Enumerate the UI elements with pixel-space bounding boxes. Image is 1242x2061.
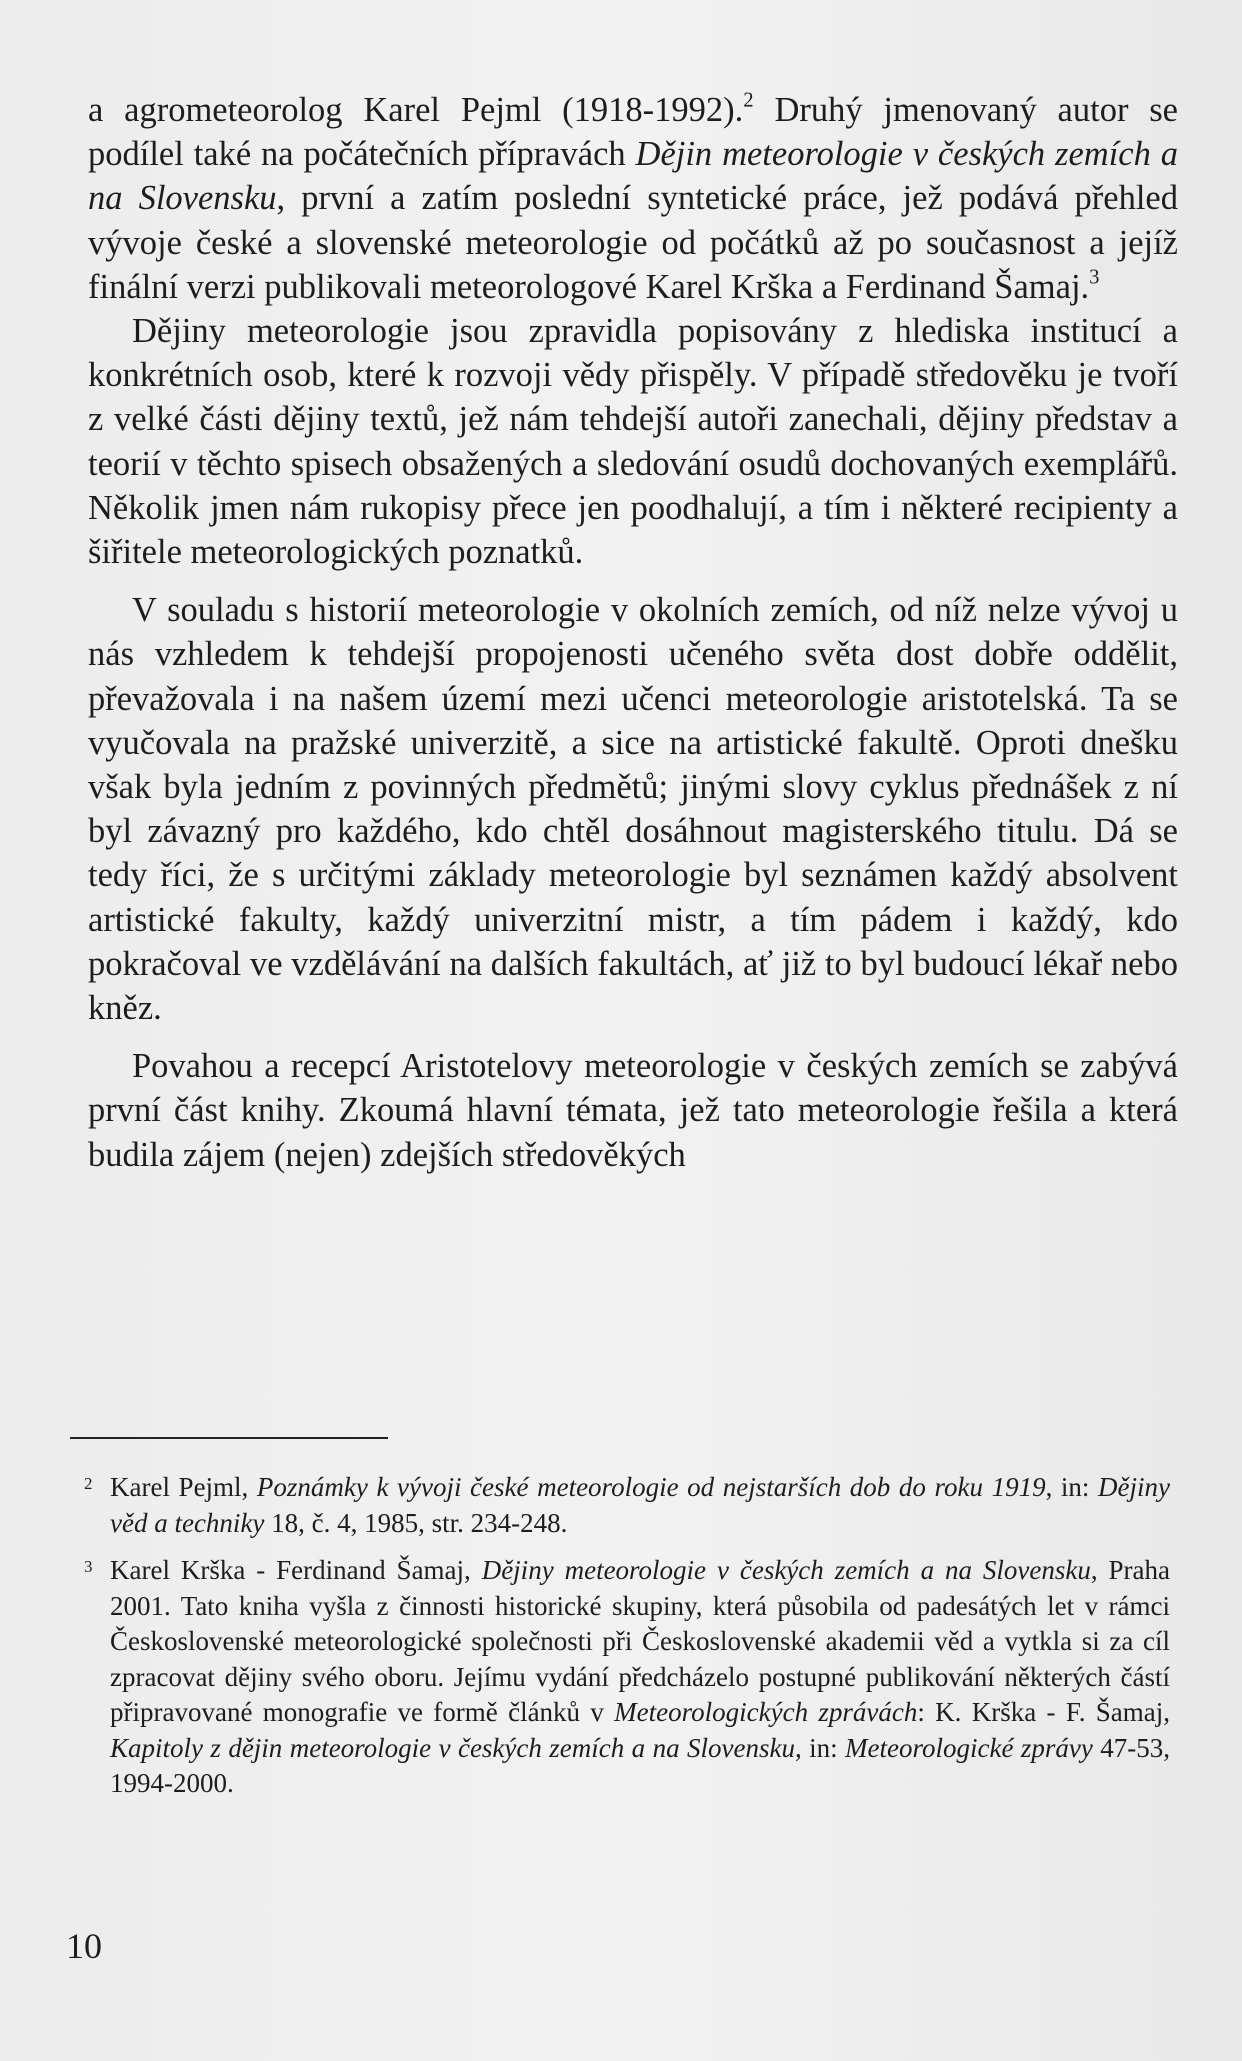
page-number: 10 — [66, 1926, 102, 1966]
main-text — [88, 88, 1178, 1177]
paragraph-3: V souladu s historií meteorologie v okolních zemích, od níž nelze vývoj u nás vzhledem k tehdejší propojenosti učeného světa dost dobře oddělit, převažovala i na našem území mezi učenci meteorologie aristotelská. Ta se vyučovala na pražské univerzitě, a sice na artistické fakultě. Oproti dnešku však byla jedním z povinných předmětů; jinými slovy cyklus přednášek z ní byl závazný pro každého, kdo chtěl dosáhnout magisterského titulu. Dá se tedy říci, že s určitými základy meteorologie byl seznámen každý absolvent artistické fakulty, každý univerzitní mistr, a tím pádem i každý, kdo pokračoval ve vzdělávání na dalších fakultách, ať již to byl budoucí lékař nebo kněz. — [88, 591, 1178, 1028]
paragraph-2: Dějiny meteorologie jsou zpravidla popisovány z hlediska institucí a konkrétních osob, které k rozvoji vědy přispěly. V případě středověku je tvoří z velké části dějiny textů, jež nám tehdejší autoři zanechali, dějiny představ a teorií v těchto spisech obsažených a sledování osudů dochovaných exemplářů. Několik jmen nám rukopisy přece jen poodhalují, a tím i některé recipienty a šiřitele meteorologických poznatků. — [88, 312, 1178, 572]
footnotes — [70, 1470, 1170, 1814]
footnote-2: 2 Karel Pejml, Poznámky k vývoji české meteorologie od nejstarších dob do roku 1919, in: Dějiny věd a techniky 18, č. 4, 1985, str. 234-248. — [70, 1470, 1170, 1541]
footnote-separator — [70, 1437, 388, 1439]
footnote-ref-2: 2 — [743, 89, 754, 112]
paragraph-1: a agrometeorolog Karel Pejml (1918-1992).$^2$ Druhý jmenovaný autor se podílel také na počátečních přípravách Dějin meteorologie v českých zemích a na Slovensku, první a zatím poslední syntetické práce, jež podává přehled vývoje české a slovenské meteorologie od počátků až po současnost a jejíž finální verzi publikovali meteorologové Karel Krška a Ferdinand Šamaj.$^3$ — [88, 89, 1178, 306]
footnote-3: 3 Karel Krška - Ferdinand Šamaj, Dějiny meteorologie v českých zemích a na Slovensku, Praha 2001. Tato kniha vyšla z činnosti historické skupiny, která působila od padesátých let v rámci Československé meteorologické společnosti při Československé akademii věd a vytkla si za cíl zpracovat dějiny svého oboru. Jejímu vydání předcházelo postupné publikování některých částí připravované monografie ve formě článků v Meteorologických zprávách: K. Krška - F. Šamaj, Kapitoly z dějin meteorologie v českých zemích a na Slovensku, in: Meteorologické zprávy 47-53, 1994-2000. — [70, 1553, 1170, 1802]
footnote-number: 2 — [84, 1474, 93, 1493]
footnote-ref-3: 3 — [1089, 266, 1100, 289]
book-title: Dějin meteorologie v českých zemích a na Slovensku — [88, 135, 1178, 218]
paragraph-4: Povahou a recepcí Aristotelovy meteorologie v českých zemích se zabývá první část knihy. Zkoumá hlavní témata, jež tato meteorologie řešila a která budila zájem (nejen) zdejších středověkých — [88, 1047, 1178, 1174]
footnote-number: 3 — [84, 1557, 93, 1576]
